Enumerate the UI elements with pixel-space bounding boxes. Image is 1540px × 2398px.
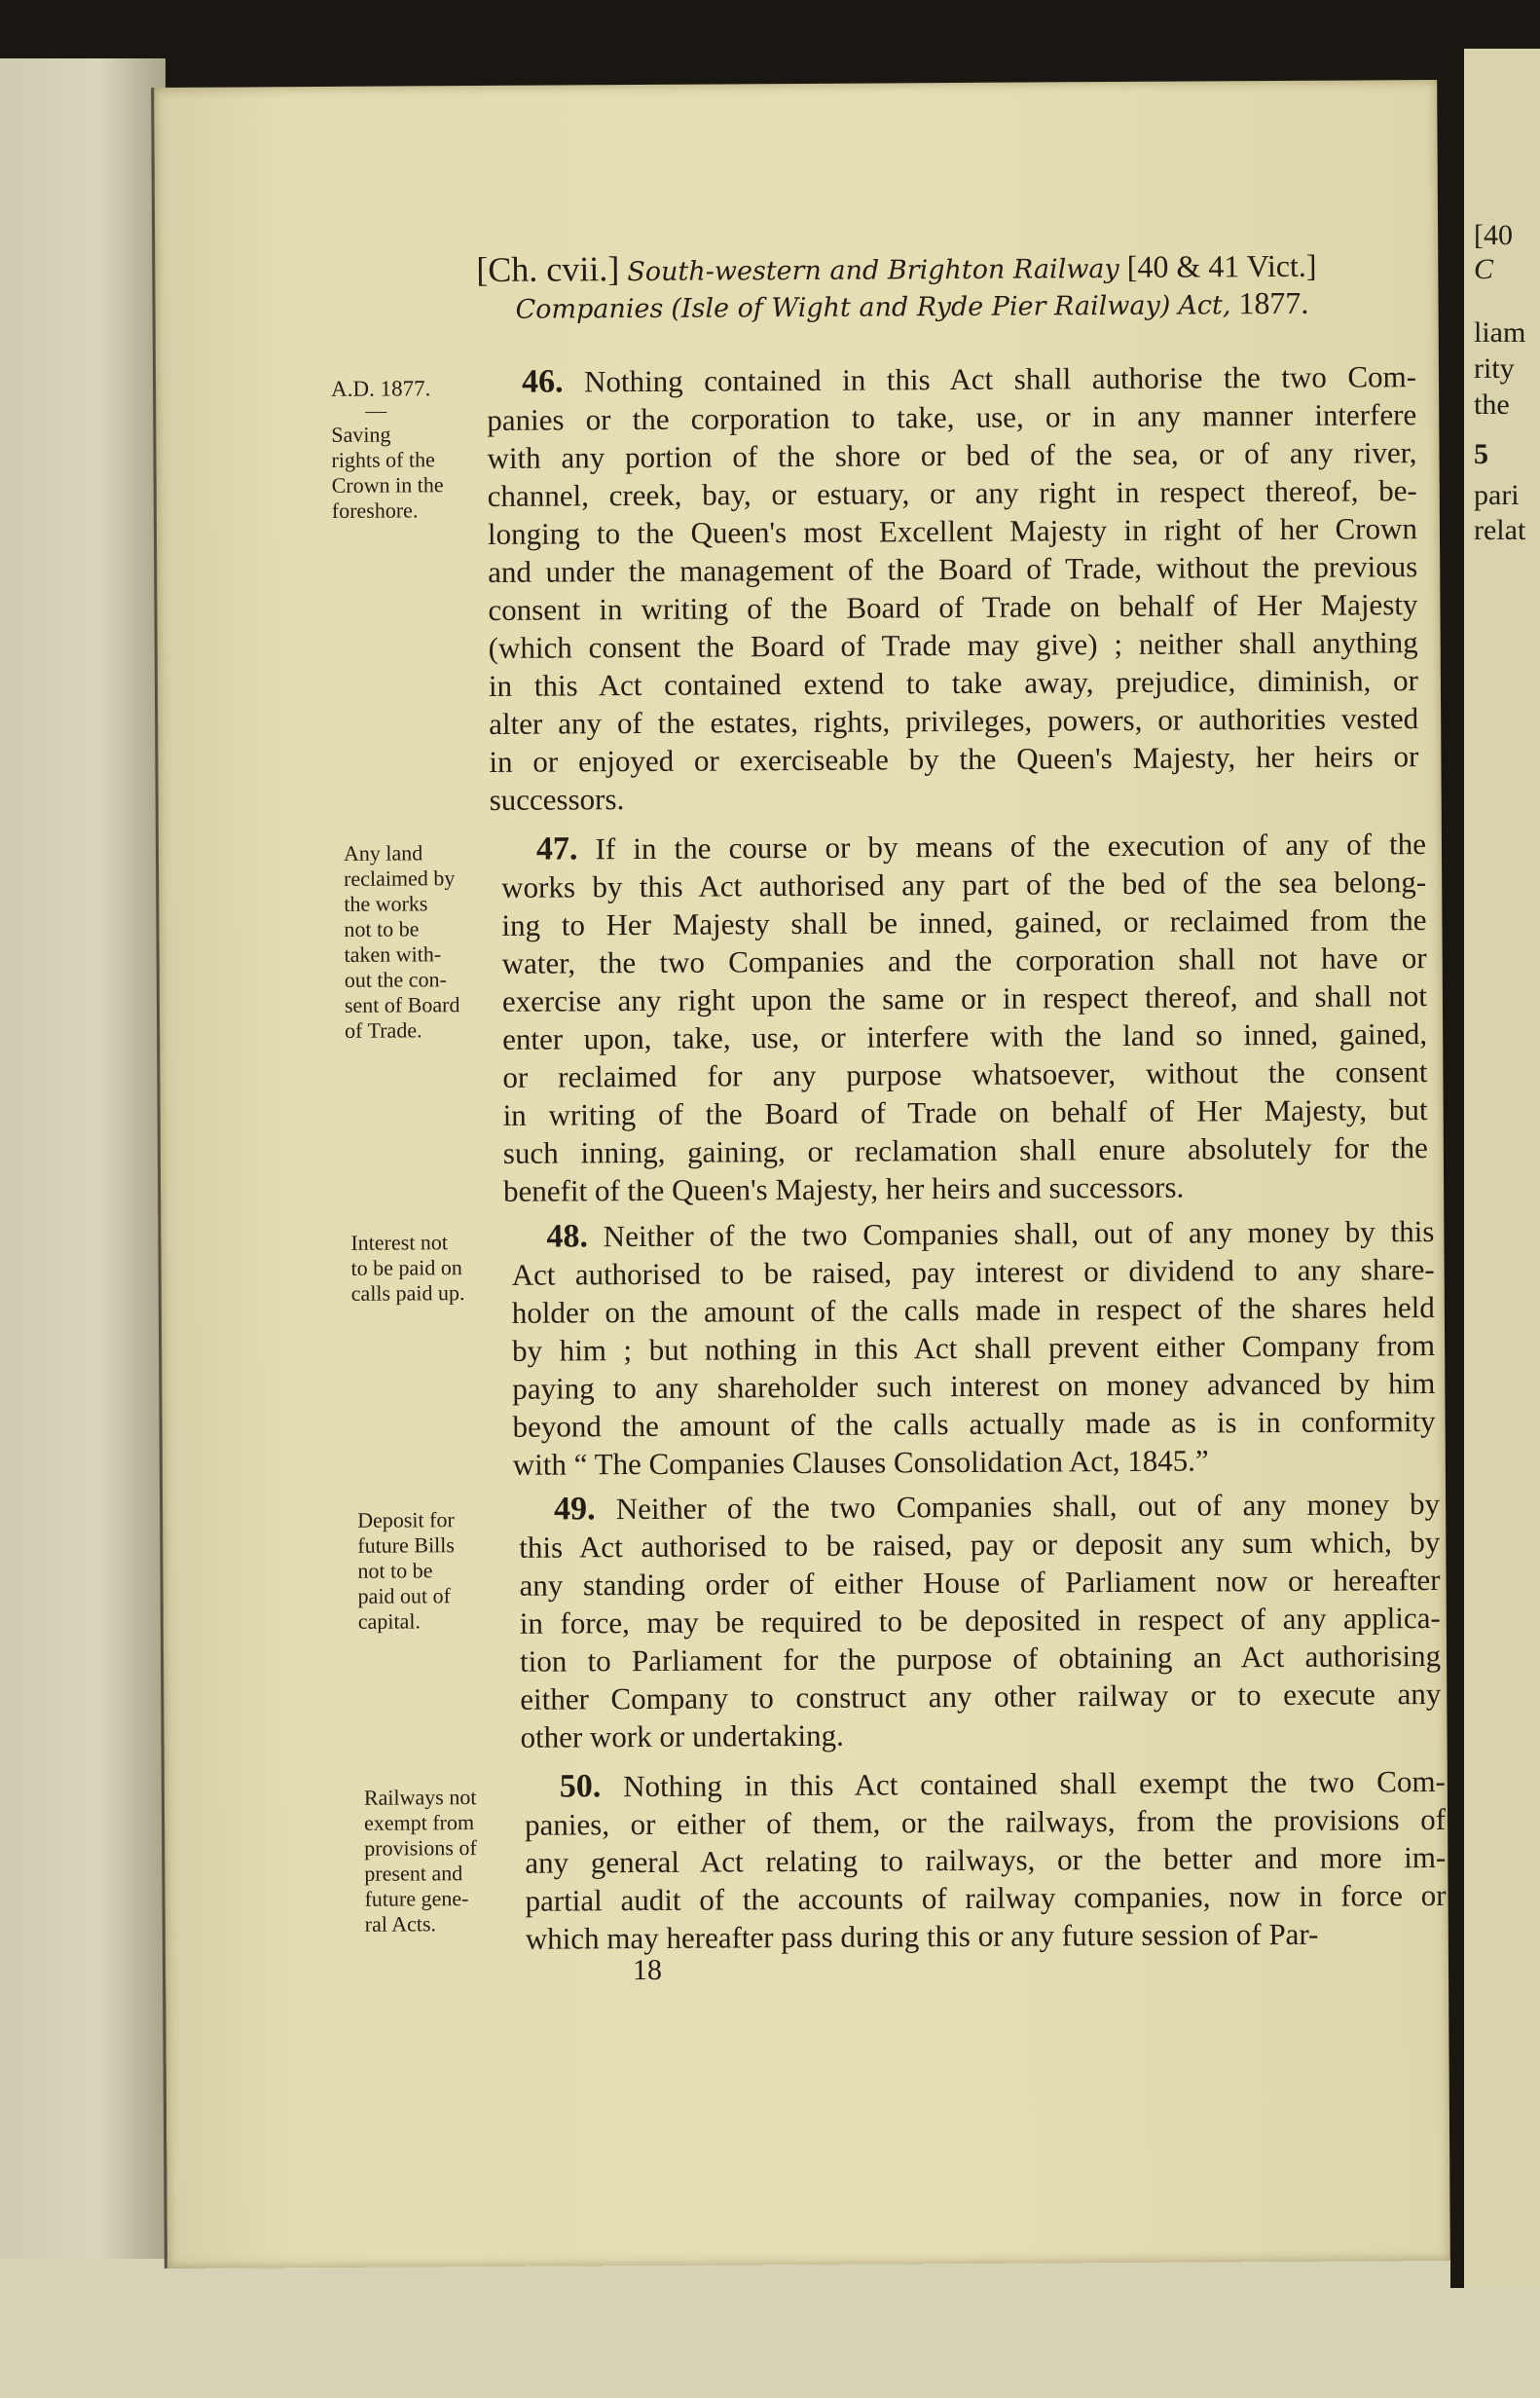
marginal-note-line: future gene- (364, 1886, 469, 1911)
text-line (525, 1762, 1446, 1806)
facing-text: [40 (1474, 219, 1513, 251)
text-line (525, 1876, 1446, 1920)
marginal-note-line: capital. (357, 1608, 422, 1634)
marginal-note-line: foreshore. (331, 498, 419, 523)
text-line (519, 1561, 1440, 1605)
line-text: works by this Act authorised any part of the bed of the sea belong- (501, 865, 1427, 904)
text-line (487, 357, 1416, 401)
page-number: 18 (632, 1953, 663, 1987)
act-title-2b: (Isle of Wight and Ryde Pier Railway) (671, 290, 1171, 324)
text-line (526, 1914, 1447, 1958)
line-text: panies or the corporation to take, use, or in any manner interfere (487, 397, 1417, 437)
line-text: Neither of the two Companies shall, out of any money by (615, 1486, 1441, 1527)
line-text: partial audit of the accounts of railway companies, now in force or (525, 1877, 1447, 1918)
text-line (487, 395, 1416, 439)
marginal-note-line: Interest not (350, 1230, 449, 1255)
section-number: 48. (546, 1218, 588, 1255)
line-text: benefit of the Queen's Majesty, her heirs and successors. (502, 1169, 1185, 1208)
line-text: channel, creek, bay, or estuary, or any right in respect thereof, be- (487, 473, 1417, 513)
marginal-note-line: future Bills (357, 1532, 456, 1558)
marginal-note-line: Deposit for (357, 1507, 455, 1532)
line-text: (which consent the Board of Trade may give) ; neither shall anything (488, 625, 1418, 665)
line-text: alter any of the estates, rights, privileges, powers, or authorities vested (489, 701, 1419, 741)
line-text: in this Act contained extend to take away, prejudice, diminish, or (488, 663, 1419, 703)
line-text: paying to any shareholder such interest on money advanced by him (512, 1366, 1436, 1406)
line-text: with any portion of the shore or bed of the sea, or of any river, (487, 435, 1417, 475)
section-50 (525, 1762, 1447, 1958)
text-line (488, 471, 1417, 515)
line-text: this Act authorised to be raised, pay or deposit any sum which, by (519, 1524, 1441, 1565)
regnal-year: [40 & 41 Vict.] (1126, 247, 1317, 284)
text-line (489, 623, 1418, 667)
text-line (487, 433, 1416, 477)
text-line (512, 1402, 1435, 1446)
facing-text: liam (1474, 316, 1526, 349)
text-line (503, 1166, 1428, 1210)
text-line (501, 901, 1426, 944)
marginal-note (344, 840, 491, 1044)
book-bottom (0, 2259, 1540, 2398)
section-number: 46. (521, 363, 564, 400)
marginal-note-line: provisions of (364, 1835, 477, 1861)
text-line (502, 977, 1427, 1020)
marginal-note-line: not to be (344, 916, 420, 941)
line-text: other work or undertaking. (520, 1717, 844, 1754)
line-text: Act authorised to be raised, pay interest or dividend to any share- (511, 1252, 1435, 1292)
marginal-note-line: not to be (357, 1558, 433, 1583)
line-text: such inning, gaining, or reclamation shall enure absolutely for the (502, 1130, 1428, 1170)
text-line (488, 547, 1417, 591)
marginal-note (331, 422, 478, 524)
section-47 (501, 825, 1428, 1210)
text-line (525, 1800, 1446, 1844)
text-line (488, 585, 1417, 629)
text-line (513, 1440, 1436, 1484)
text-line (488, 509, 1417, 553)
section-number: 50. (559, 1768, 602, 1805)
line-text: in or enjoyed or exerciseable by the Queen's Majesty, her heirs or (489, 739, 1419, 779)
marginal-note-line: Saving (331, 422, 391, 447)
text-line (501, 825, 1426, 868)
text-line (512, 1288, 1435, 1332)
marginal-note-line: ral Acts. (364, 1911, 437, 1937)
text-line (511, 1212, 1434, 1256)
text-line (502, 1052, 1427, 1096)
facing-text: the (1474, 388, 1510, 421)
text-line (503, 1090, 1428, 1134)
section-number: 47. (535, 830, 578, 867)
text-line (525, 1838, 1446, 1882)
line-text: by him ; but nothing in this Act shall prevent either Company from (511, 1328, 1436, 1368)
line-text: either Company to construct any other railway or to execute any (520, 1676, 1442, 1716)
marginal-note-line: reclaimed by (344, 866, 456, 891)
text-line (489, 699, 1418, 743)
text-line (512, 1250, 1435, 1294)
facing-text: rity (1474, 352, 1515, 385)
marginal-note-line: Any land (343, 840, 423, 866)
text-line (512, 1364, 1435, 1408)
line-text: any standing order of either House of Parliament now or hereafter (519, 1562, 1441, 1603)
line-text: Nothing contained in this Act shall authorise the two Com- (583, 359, 1417, 399)
marginal-note-line: calls paid up. (350, 1280, 465, 1306)
facing-text: C (1474, 253, 1494, 285)
text-line (520, 1637, 1441, 1680)
line-text: or reclaimed for any purpose whatsoever, without the consent (502, 1054, 1428, 1094)
marginal-note-line: paid out of (357, 1583, 452, 1608)
text-line (502, 1015, 1427, 1058)
line-text: which may hereafter pass during this or any future session of Par- (525, 1916, 1319, 1956)
document-page (151, 80, 1450, 2269)
act-title-2c: Act, (1178, 290, 1231, 321)
section-49 (519, 1485, 1442, 1756)
line-text: Nothing in this Act contained shall exempt the two Com- (623, 1763, 1446, 1804)
marginal-note-line: of Trade. (345, 1017, 422, 1043)
marginal-note-line: Crown in the (331, 472, 444, 498)
text-line (503, 1128, 1428, 1172)
margin-date: A.D. 1877. (330, 376, 431, 401)
marginal-note-line: the works (344, 891, 428, 916)
text-line (520, 1599, 1441, 1642)
marginal-note-line: sent of Board (344, 992, 460, 1017)
facing-page (1450, 49, 1540, 2288)
line-text: exercise any right upon the same or in respect thereof, and shall not (501, 978, 1427, 1018)
text-line (520, 1675, 1441, 1718)
text-line (490, 775, 1419, 819)
underlying-page-edge (0, 58, 165, 2398)
line-text: water, the two Companies and the corporation shall not have or (501, 941, 1427, 980)
act-title-1: South-western and Brighton Railway (627, 253, 1119, 288)
marginal-note-line: Railways not (363, 1785, 477, 1810)
marginal-note-line: to be paid on (350, 1255, 462, 1280)
line-text: holder on the amount of the calls made in respect of the shares held (511, 1290, 1435, 1330)
act-title-2a: Companies (515, 293, 664, 325)
running-header-line2 (515, 285, 1308, 326)
line-text: and under the management of the Board of Trade, without the previous (488, 549, 1418, 589)
section-46 (487, 357, 1419, 819)
running-header-line1 (476, 244, 1316, 290)
text-line (501, 863, 1426, 906)
section-48 (511, 1212, 1436, 1484)
text-line (502, 939, 1427, 982)
line-text: any general Act relating to railways, or the better and more im- (525, 1839, 1447, 1880)
line-text: in writing of the Board of Trade on behalf of Her Majesty, but (502, 1092, 1428, 1132)
line-text: enter upon, take, use, or interfere with the land so inned, gained, (502, 1016, 1428, 1056)
text-line (512, 1326, 1435, 1370)
text-line (519, 1523, 1440, 1567)
marginal-note (350, 1230, 496, 1307)
line-text: consent in writing of the Board of Trade on behalf of Her Majesty (488, 587, 1418, 627)
facing-text: pari (1474, 479, 1520, 511)
text-line (489, 661, 1418, 705)
section-number: 49. (553, 1491, 596, 1528)
facing-text: relat (1474, 514, 1526, 546)
line-text: with “ The Companies Clauses Consolidation Act, 1845.” (512, 1443, 1209, 1482)
line-text: successors. (489, 782, 625, 817)
margin-dash: — (365, 397, 387, 423)
text-line (520, 1713, 1441, 1756)
text-line (519, 1485, 1440, 1529)
marginal-note (364, 1785, 511, 1937)
line-text: If in the course or by means of the execution of any of the (595, 827, 1427, 867)
line-text: panies, or either of them, or the railways, from the provisions of (524, 1801, 1447, 1842)
marginal-note-line: present and (364, 1861, 463, 1886)
marginal-note-line: rights of the (331, 447, 435, 472)
act-year: 1877. (1238, 284, 1309, 321)
facing-text: 5 (1474, 438, 1488, 470)
chapter-number: [Ch. cvii.] (476, 249, 620, 290)
text-line (489, 737, 1418, 781)
line-text: longing to the Queen's most Excellent Majesty in right of her Crown (487, 511, 1418, 551)
line-text: tion to Parliament for the purpose of obtaining an Act authorising (519, 1638, 1442, 1679)
line-text: beyond the amount of the calls actually made as is in conformity (512, 1404, 1436, 1444)
marginal-note-line: out the con- (344, 967, 447, 992)
line-text: in force, may be required to be deposited in respect of any applica- (519, 1600, 1441, 1641)
marginal-note-line: exempt from (363, 1810, 475, 1835)
marginal-note (357, 1507, 504, 1635)
line-text: ing to Her Majesty shall be inned, gained, or reclaimed from the (501, 903, 1427, 942)
marginal-note-line: taken with- (344, 941, 442, 967)
line-text: Neither of the two Companies shall, out of any money by this (603, 1214, 1435, 1254)
